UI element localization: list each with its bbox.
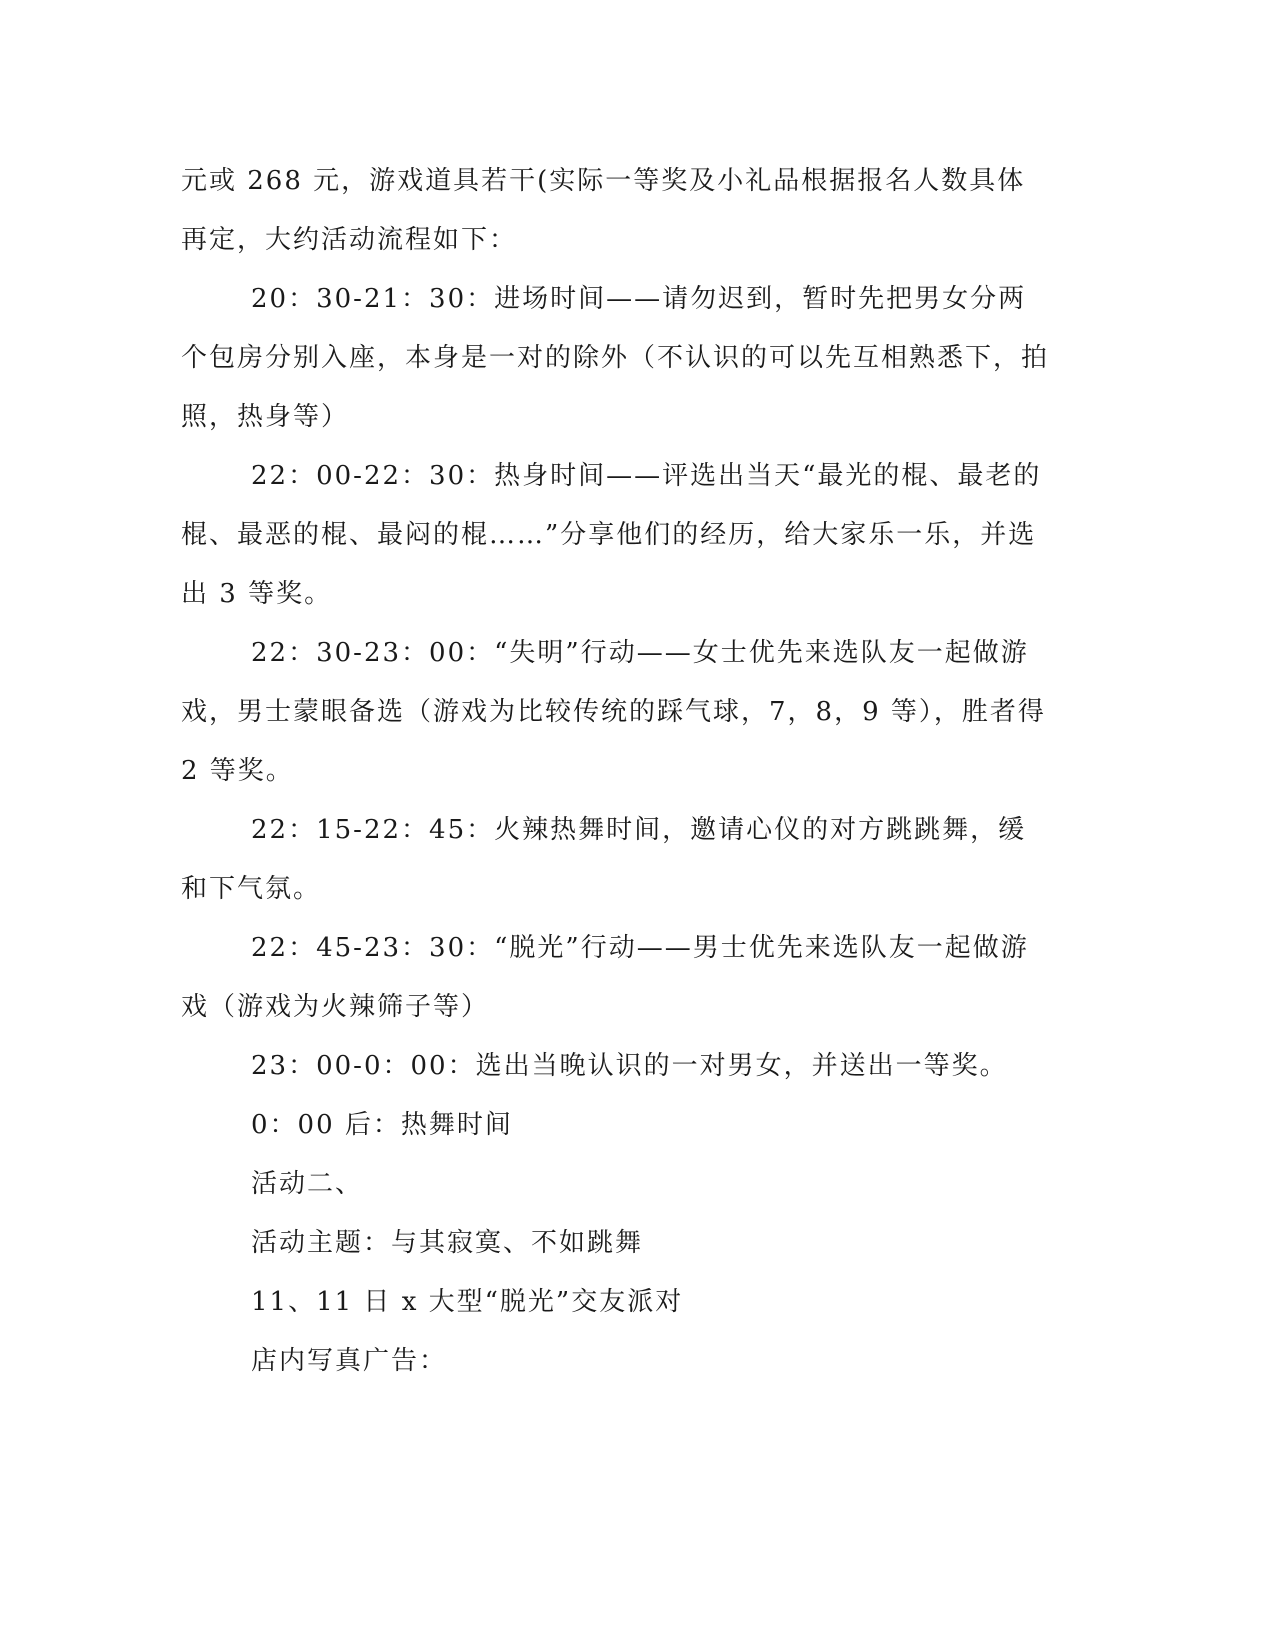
paragraph-warmup-time: 22：00-22：30：热身时间——评选出当天“最光的棍、最老的棍、最恶的棍、最闷的棍……”分享他们的经历，给大家乐一乐，并选出 3 等奖。 [181, 461, 1042, 609]
paragraph-entry-time: 20：30-21：30：进场时间——请勿迟到，暂时先把男女分两个包房分别入座，本身是一对的除外（不认识的可以先互相熟悉下，拍照，热身等） [181, 284, 1050, 432]
document-body [181, 152, 1057, 1391]
paragraph-store-poster: 店内写真广告： [251, 1346, 448, 1376]
paragraph-party-title: 11、11 日 x 大型“脱光”交友派对 [251, 1287, 684, 1317]
paragraph-single-action: 22：45-23：30：“脱光”行动——男士优先来选队友一起做游戏（游戏为火辣筛子等） [181, 933, 1029, 1022]
paragraph-first-prize: 23：00-0：00：选出当晚认识的一对男女，并送出一等奖。 [251, 1051, 1008, 1081]
paragraph-prize-and-schedule-intro: 元或 268 元，游戏道具若干(实际一等奖及小礼品根据报名人数具体再定，大约活动流程如下： [181, 166, 1026, 255]
paragraph-hot-dance-time: 22：15-22：45：火辣热舞时间，邀请心仪的对方跳跳舞，缓和下气氛。 [181, 815, 1027, 904]
paragraph-blind-action: 22：30-23：00：“失明”行动——女士优先来选队友一起做游戏，男士蒙眼备选（游戏为比较传统的踩气球，7，8，9 等），胜者得 2 等奖。 [181, 638, 1057, 786]
paragraph-activity-two-heading: 活动二、 [251, 1169, 364, 1199]
paragraph-activity-theme: 活动主题：与其寂寞、不如跳舞 [251, 1228, 644, 1258]
paragraph-after-midnight: 0：00 后：热舞时间 [251, 1110, 513, 1140]
